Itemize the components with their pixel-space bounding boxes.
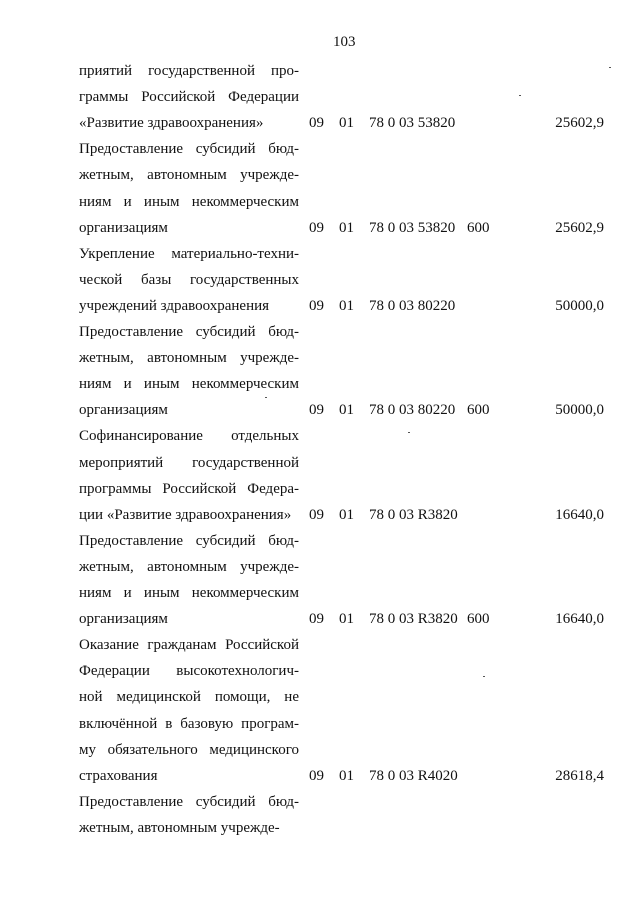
row-description-line: ции «Развитие здравоохранения»	[79, 506, 292, 523]
row-description-line: приятий государственной про-	[79, 63, 299, 79]
row-description-line: жетным, автономным учрежде-	[79, 819, 280, 836]
subsection-code: 01	[339, 297, 354, 314]
amount-value: 25602,9	[555, 219, 604, 236]
amount-value: 50000,0	[555, 297, 604, 314]
amount-value: 25602,9	[555, 115, 604, 132]
target-article-code: 78 0 03 R3820	[369, 611, 458, 628]
chapter-code: 09	[309, 767, 324, 784]
scan-speck	[265, 397, 267, 398]
row-description-line: Предоставление субсидий бюд-	[79, 532, 299, 549]
row-description-line: организациям	[79, 611, 168, 628]
row-description-line: му обязательного медицинского	[79, 741, 299, 758]
row-description-line: ниям и иным некоммерческим	[79, 376, 299, 393]
amount-value: 16640,0	[555, 506, 604, 523]
scan-speck	[483, 676, 485, 677]
row-description-line: Предоставление субсидий бюд-	[79, 793, 299, 810]
row-description-line: Предоставление субсидий бюд-	[79, 141, 299, 158]
scan-speck	[519, 95, 521, 96]
row-description-line: жетным, автономным учрежде-	[79, 350, 299, 367]
subsection-code: 01	[339, 611, 354, 628]
subsection-code: 01	[339, 115, 354, 132]
target-article-code: 78 0 03 80220	[369, 402, 456, 419]
row-description-line: мероприятий государственной	[79, 454, 299, 471]
chapter-code: 09	[309, 115, 324, 132]
expense-type-code: 600	[467, 402, 490, 419]
subsection-code: 01	[339, 506, 354, 523]
target-article-code: 78 0 03 R3820	[369, 506, 458, 523]
row-description-line: ниям и иным некоммерческим	[79, 193, 299, 210]
chapter-code: 09	[309, 219, 324, 236]
row-description-line: Федерации высокотехнологич-	[79, 663, 299, 680]
amount-value: 28618,4	[555, 767, 604, 784]
row-description-line: Софинансирование отдельных	[79, 428, 299, 445]
row-description-line: «Развитие здравоохранения»	[79, 115, 264, 132]
row-description-line: включённой в базовую програм-	[79, 715, 299, 732]
row-description-line: жетным, автономным учрежде-	[79, 558, 299, 575]
row-description-line: программы Российской Федера-	[79, 480, 299, 497]
target-article-code: 78 0 03 R4020	[369, 767, 458, 784]
chapter-code: 09	[309, 297, 324, 314]
subsection-code: 01	[339, 767, 354, 784]
row-description-line: Укрепление материально-техни-	[79, 245, 299, 262]
scan-speck	[408, 432, 410, 433]
target-article-code: 78 0 03 53820	[369, 115, 456, 132]
row-description-line: жетным, автономным учрежде-	[79, 167, 299, 184]
chapter-code: 09	[309, 506, 324, 523]
row-description-line: ческой базы государственных	[79, 271, 299, 288]
chapter-code: 09	[309, 611, 324, 628]
row-description-line: ной медицинской помощи, не	[79, 689, 299, 706]
target-article-code: 78 0 03 80220	[369, 297, 456, 314]
subsection-code: 01	[339, 219, 354, 236]
expense-type-code: 600	[467, 611, 490, 628]
row-description-line: Предоставление субсидий бюд-	[79, 324, 299, 340]
target-article-code: 78 0 03 53820	[369, 219, 456, 236]
amount-value: 50000,0	[555, 402, 604, 419]
scan-speck	[609, 67, 611, 68]
row-description-line: учреждений здравоохранения	[79, 297, 270, 314]
page-number: 103	[333, 34, 356, 50]
row-description-line: организациям	[79, 402, 168, 419]
row-description-line: страхования	[79, 767, 158, 784]
row-description-line: Оказание гражданам Российской	[79, 637, 299, 654]
expense-type-code: 600	[467, 219, 490, 236]
row-description-line: организациям	[79, 219, 168, 236]
chapter-code: 09	[309, 402, 324, 419]
amount-value: 16640,0	[555, 611, 604, 628]
row-description-line: граммы Российской Федерации	[79, 89, 299, 106]
subsection-code: 01	[339, 402, 354, 419]
row-description-line: ниям и иным некоммерческим	[79, 585, 299, 601]
